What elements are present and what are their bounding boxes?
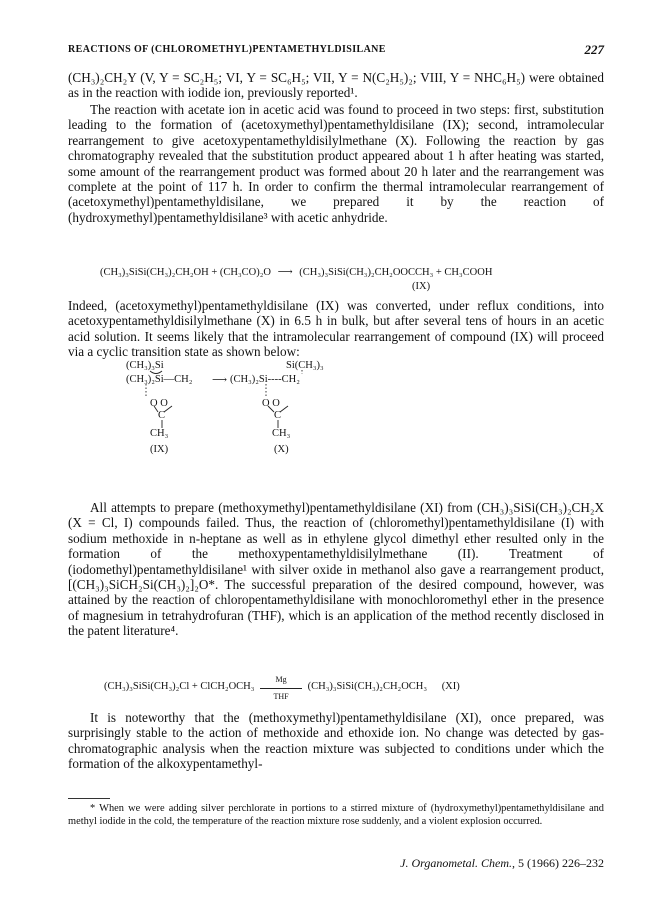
- scheme-a-row1: (CH₃)₃Si: [126, 360, 164, 371]
- scheme-b-carbon: C: [274, 410, 282, 421]
- scheme-a-oxygens: O O: [150, 398, 168, 409]
- paragraph-continuation: [68, 70, 604, 101]
- journal-name: J. Organometal. Chem.,: [400, 856, 515, 870]
- paragraph-5: It is noteworthy that the (methoxymethyl)pentamethyldisilane (XI), once prepared, was surprisingly stable to the action of methoxide and ethoxide ion. No change was detected by gas-chromatographic analysis when the reaction mixture was subjected to conditions under which the formation of the alkoxypentamethyl-: [68, 710, 604, 772]
- paragraph-methoxymethyl: [68, 500, 604, 639]
- reagent-magnesium: Mg: [275, 675, 287, 684]
- scheme-b-bond-c-o: [280, 406, 288, 412]
- equation2-arrow: [260, 675, 302, 701]
- paragraph-rearrangement: [68, 298, 604, 360]
- equation1-label: (IX): [412, 281, 431, 292]
- paragraph-3: Indeed, (acetoxymethyl)pentamethyldisilane (IX) was converted, under reflux conditions, into acetoxypentamethyldisilylmethane (X) in 6.5 h in bulk, but after several tens of hours in an acetic acid solution. It seems likely that the intramolecular rearrangement of compound (IX) will proceed via a cyclic transition state as shown below:: [68, 298, 604, 360]
- footnote-rule: [68, 798, 110, 799]
- page-number: 227: [584, 42, 604, 57]
- scheme-a-row2: (CH₃)₂Si—CH₂: [126, 374, 193, 385]
- footnote-text: * When we were adding silver perchlorate in portions to a stirred mixture of (hydroxymethyl)pentamethyldisilane and methyl iodide in the cold, the temperature of the reaction mixture rose suddenly, and a violent explosion occurred.: [68, 803, 604, 827]
- scheme-b-methyl: CH₃: [272, 428, 291, 439]
- scheme-b-row2: (CH₃)₂Si----CH₂: [230, 374, 300, 385]
- scheme-arrow: ⟶: [212, 375, 228, 386]
- equation2-label: (XI): [441, 681, 460, 692]
- reagent-solvent: THF: [273, 692, 289, 701]
- footnote: [68, 802, 604, 828]
- journal-citation: [400, 856, 604, 871]
- equation-grignard: [104, 675, 460, 701]
- paragraph-stability: [68, 710, 604, 772]
- running-header: [68, 44, 604, 60]
- paragraph-1: (CH₃)₂CH₂Y (V, Y = SC₂H₅; VI, Y = SC₆H₅; VII, Y = N(C₂H₅)₂; VIII, Y = NHC₆H₅) were obtained as in the reaction with iodide ion, previously reported¹.: [68, 70, 604, 101]
- paragraph-acetate: [68, 102, 604, 225]
- scheme-b-row1: Si(CH₃)₃: [286, 360, 324, 371]
- scheme-a-label: (IX): [150, 444, 169, 455]
- equation1-right: (CH₃)₃SiSi(CH₃)₂CH₂OOCCH₃ + CH₃COOH: [299, 267, 493, 278]
- scheme-b-oxygens: O O: [262, 398, 280, 409]
- equation-acetylation: [100, 266, 492, 279]
- scheme-a-carbon: C: [158, 410, 166, 421]
- scheme-a-methyl: CH₃: [150, 428, 169, 439]
- equation2-right: (CH₃)₃SiSi(CH₃)₂CH₂OCH₃: [307, 681, 428, 692]
- running-title: REACTIONS OF (CHLOROMETHYL)PENTAMETHYLDISILANE: [68, 44, 386, 55]
- scheme-b-label: (X): [274, 444, 289, 455]
- equation1-left: (CH₃)₃SiSi(CH₃)₂CH₂OH + (CH₃CO)₂O: [100, 267, 271, 278]
- paragraph-4: All attempts to prepare (methoxymethyl)pentamethyldisilane (XI) from (CH₃)₃SiSi(CH₃)₂CH₂X (X = Cl, I) compounds failed. Thus, the reaction of (chloromethyl)pentamethyldisilane (I) with sodium methoxide in n-heptane as well as in ethylene glycol dimethyl ether resulted only in the formation of the methoxypentamethyldisilylmethane (II). Treatment of (iodomethyl)pentamethyldisilane¹ with silver oxide in methanol also gave a rearrangement product, [(CH₃)₃SiCH₂Si(CH₃)₂]₂O*. The successful preparation of the desired compound, however, was attained by the reaction of chloropentamethyldisilane with monochloromethyl ether in the presence of magnesium in tetrahydrofuran (THF), which is an application of the method recently disclosed in the patent literature⁴.: [68, 500, 604, 639]
- reaction-arrow: ⟶: [277, 267, 293, 278]
- paragraph-2: The reaction with acetate ion in acetic acid was found to proceed in two steps: first, substitution leading to the formation of (acetoxymethyl)pentamethyldisilane (IX); second, intramolecular rearrangement to give acetoxypentamethyldisilylmethane (X). Following the reaction by gas chromatography revealed that the substitution product appeared about 1 h after heating was started, some amount of the rearrangement product was formed about 20 h later and the rearrangement was complete at the point of 117 h. In order to confirm the thermal intramolecular rearrangement of (acetoxymethyl)pentamethyldisilane, we prepared it by the reaction of (hydroxymethyl)pentamethyldisilane³ with acetic anhydride.: [68, 102, 604, 225]
- journal-reference: 5 (1966) 226–232: [518, 856, 604, 870]
- arrow-shaft: [260, 688, 302, 689]
- equation2-left: (CH₃)₃SiSi(CH₃)₂Cl + ClCH₂OCH₃: [104, 681, 255, 692]
